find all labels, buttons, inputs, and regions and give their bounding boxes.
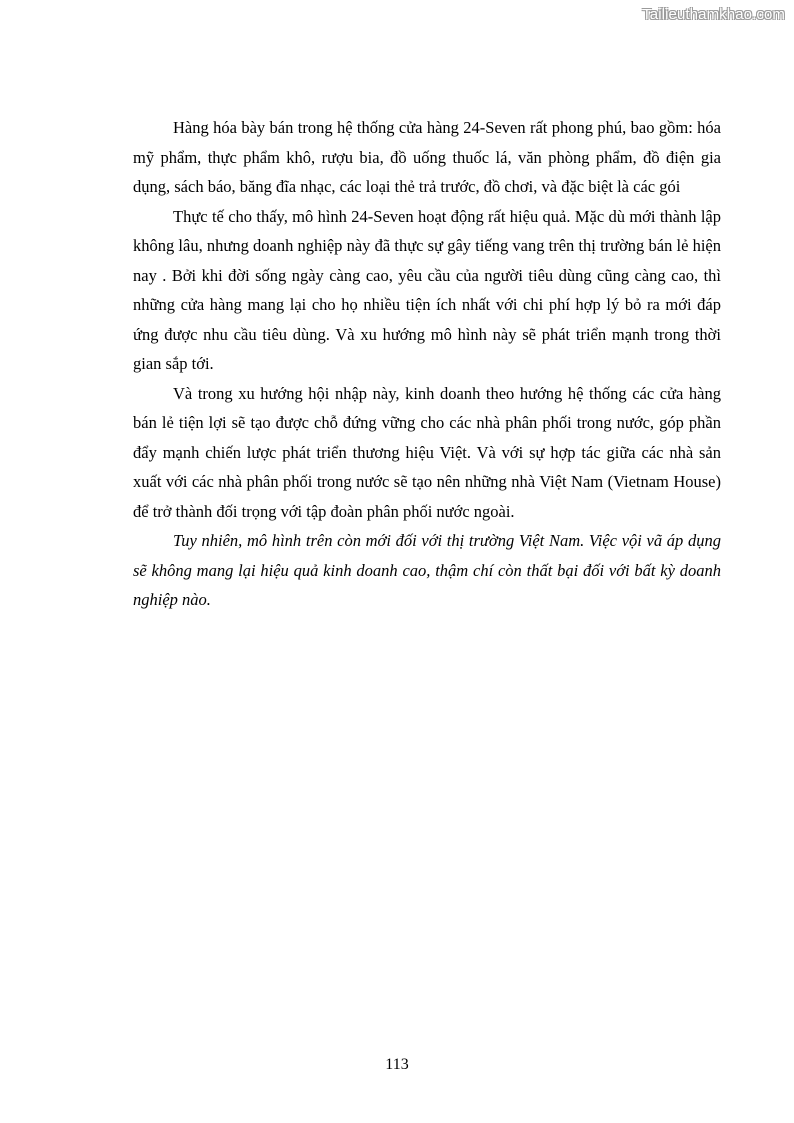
paragraph-model-effectiveness: Thực tế cho thấy, mô hình 24-Seven hoạt động rất hiệu quả. Mặc dù mới thành lập không lâu, nhưng doanh nghiệp này đã thực sự gây tiếng vang trên thị trường bán lẻ hiện nay . Bởi khi đời sống ngày càng cao, yêu cầu của người tiêu dùng cũng càng cao, thì những cửa hàng mang lại cho họ nhiều tiện ích nhất với chi phí hợp lý bỏ ra mới đáp ứng được nhu cầu tiêu dùng. Và xu hướng mô hình này sẽ phát triển mạnh trong thời gian sắp tới. — [133, 206, 721, 373]
watermark-text: Tailieuthamkhao.com — [642, 6, 785, 23]
paragraph-caution-note: Tuy nhiên, mô hình trên còn mới đối với thị trường Việt Nam. Việc vội vã áp dụng sẽ không mang lại hiệu quả kinh doanh cao, thậm chí còn thất bại đối với bất kỳ doanh nghiệp nào. — [133, 531, 721, 609]
document-body — [133, 113, 721, 615]
page-number: 113 — [385, 1056, 409, 1073]
paragraph-integration-trend: Và trong xu hướng hội nhập này, kinh doanh theo hướng hệ thống các cửa hàng bán lẻ tiện lợi sẽ tạo được chỗ đứng vững cho các nhà phân phối trong nước, góp phần đẩy mạnh chiến lược phát triển thương hiệu Việt. Và với sự hợp tác giữa các nhà sản xuất với các nhà phân phối trong nước sẽ tạo nên những nhà Việt Nam (Vietnam House) để trở thành đối trọng với tập đoàn phân phối nước ngoài. — [133, 383, 721, 521]
paragraph-product-range: Hàng hóa bày bán trong hệ thống cửa hàng 24-Seven rất phong phú, bao gồm: hóa mỹ phẩm, thực phẩm khô, rượu bia, đồ uống thuốc lá, văn phòng phẩm, đồ điện gia dụng, sách báo, băng đĩa nhạc, các loại thẻ trả trước, đồ chơi, và đặc biệt là các gói — [133, 118, 721, 196]
